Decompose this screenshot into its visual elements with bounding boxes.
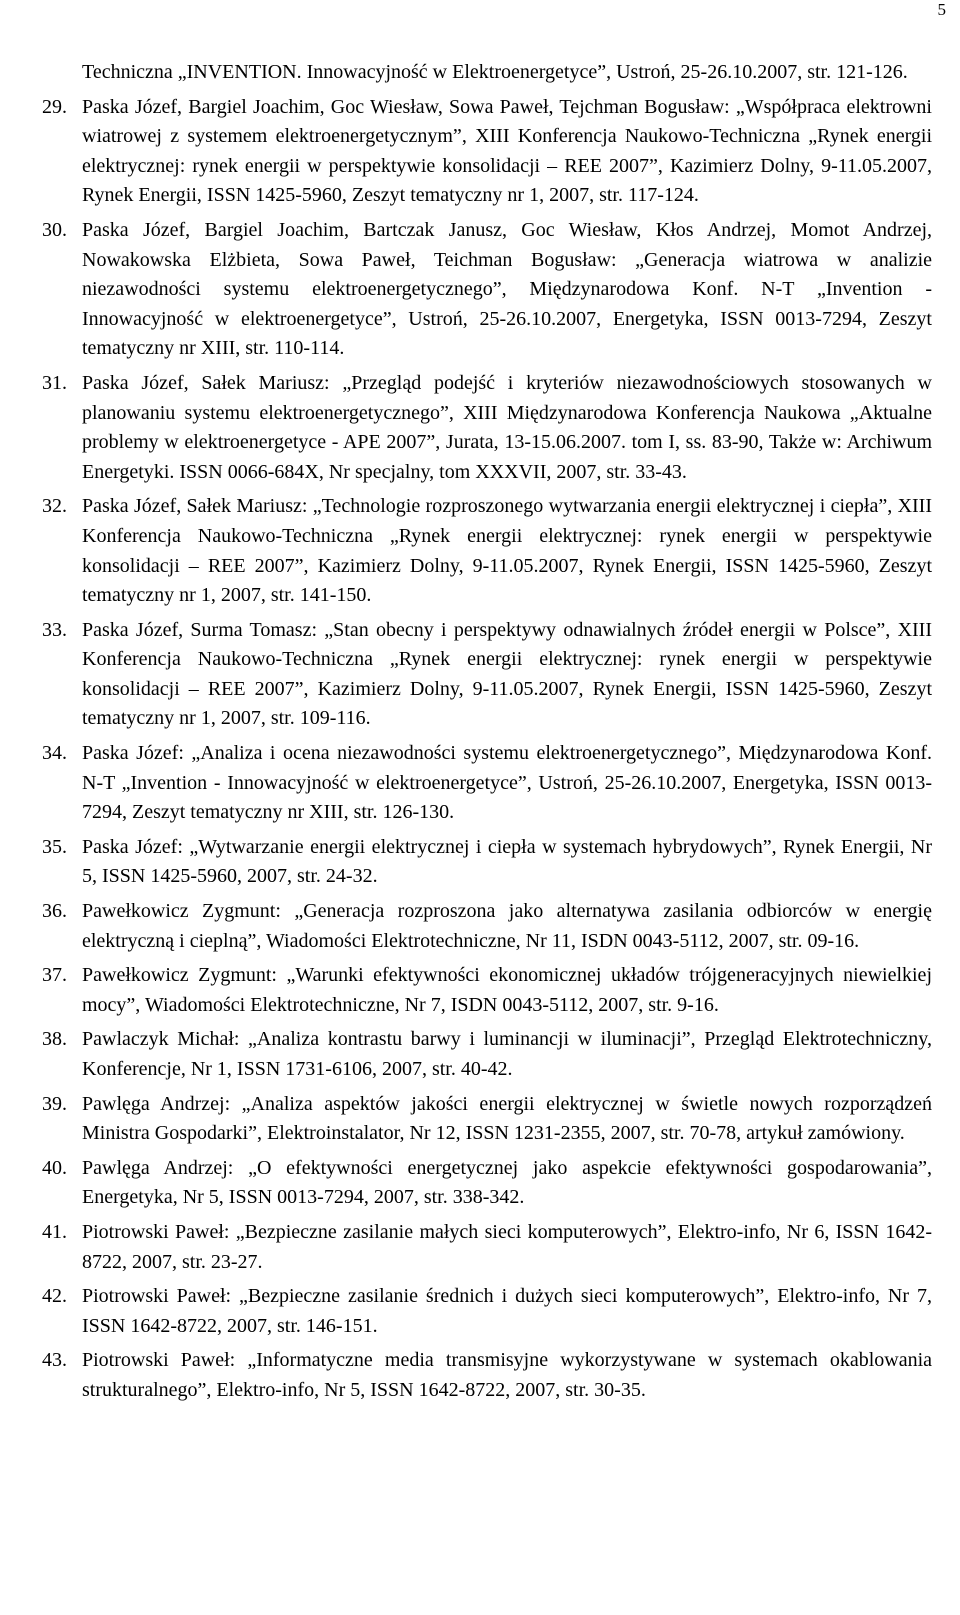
item-text: Paska Józef, Surma Tomasz: „Stan obecny i perspektywy odnawialnych źródeł energii w Polsce”, XIII Konferencja Naukowo-Techniczna „Rynek energii elektrycznej: rynek energii w perspektywie konsolidacji – REE 2007”, Kazimierz Dolny, 9-11.05.2007, Rynek Energii, ISSN 1425-5960, Zeszyt tematyczny nr 1, 2007, str. 109-116. bbox=[82, 618, 932, 730]
item-number: 37. bbox=[42, 964, 67, 987]
item-text: Piotrowski Paweł: „Bezpieczne zasilanie średnich i dużych sieci komputerowych”, Elektro-info, Nr 7, ISSN 1642-8722, 2007, str. 146-151. bbox=[82, 1285, 932, 1337]
item-number: 35. bbox=[42, 835, 67, 858]
item-text: Paska Józef, Bargiel Joachim, Bartczak Janusz, Goc Wiesław, Kłos Andrzej, Momot Andrzej, Nowakowska Elżbieta, Sowa Paweł, Teichman Bogusław: „Generacja wiatrowa w analizie niezawodności systemu elektroenergetycznego”, Międzynarodowa Konf. N-T „Invention - Innowacyjność w elektroenergetyce”, Ustroń, 25-26.10.2007, Energetyka, ISSN 0013-7294, Zeszyt tematyczny nr XIII, str. 110-114. bbox=[82, 218, 932, 360]
item-text: Pawlęga Andrzej: „O efektywności energetycznej jako aspekcie efektywności gospodarowania”, Energetyka, Nr 5, ISSN 0013-7294, 2007, str. 338-342. bbox=[82, 1156, 932, 1209]
list-item bbox=[42, 1218, 932, 1277]
item-text: Paska Józef, Bargiel Joachim, Goc Wiesław, Sowa Paweł, Tejchman Bogusław: „Współpraca elektrowni wiatrowej z systemem elektroenergetycznym”, XIII Konferencja Naukowo-Techniczna „Rynek energii elektrycznej: rynek energii w perspektywie konsolidacji – REE 2007”, Kazimierz Dolny, 9-11.05.2007, Rynek Energii, ISSN 1425-5960, Zeszyt tematyczny nr 1, 2007, str. 117-124. bbox=[82, 95, 932, 207]
list-item bbox=[42, 897, 932, 956]
item-number: 30. bbox=[42, 218, 67, 241]
list-item bbox=[42, 833, 932, 892]
item-text: Paska Józef, Sałek Mariusz: „Technologie rozproszonego wytwarzania energii elektrycznej i ciepła”, XIII Konferencja Naukowo-Techniczna „Rynek energii elektrycznej: rynek energii w perspektywie konsolidacji – REE 2007”, Kazimierz Dolny, 9-11.05.2007, Rynek Energii, ISSN 1425-5960, Zeszyt tematyczny nr 1, 2007, str. 141-150. bbox=[82, 495, 932, 607]
list-item bbox=[42, 1090, 932, 1149]
item-text: Pawlaczyk Michał: „Analiza kontrastu barwy i luminancji w iluminacji”, Przegląd Elektrotechniczny, Konferencje, Nr 1, ISSN 1731-6106, 2007, str. 40-42. bbox=[82, 1028, 932, 1080]
item-number: 34. bbox=[42, 742, 67, 765]
item-text: Paska Józef, Sałek Mariusz: „Przegląd podejść i kryteriów niezawodnościowych stosowanych w planowaniu systemu elektroenergetycznego”, XIII Międzynarodowa Konferencja Naukowa „Aktualne problemy w elektroenergetyce - APE 2007”, Jurata, 13-15.06.2007. tom I, ss. 83-90, Także w: Archiwum Energetyki. ISSN 0066-684X, Nr specjalny, tom XXXVII, 2007, str. 33-43. bbox=[82, 371, 932, 483]
list-item bbox=[42, 1154, 932, 1213]
list-item bbox=[42, 961, 932, 1020]
item-text: Paska Józef: „Wytwarzanie energii elektrycznej i ciepła w systemach hybrydowych”, Rynek Energii, Nr 5, ISSN 1425-5960, 2007, str. 24-32. bbox=[82, 835, 932, 888]
item-number: 39. bbox=[42, 1092, 67, 1115]
item-number: 36. bbox=[42, 900, 67, 923]
item-number: 42. bbox=[42, 1285, 67, 1308]
list-item bbox=[42, 58, 932, 88]
item-text: Pawełkowicz Zygmunt: „Warunki efektywności ekonomicznej układów trójgeneracyjnych niewielkiej mocy”, Wiadomości Elektrotechniczne, Nr 7, ISDN 0043-5112, 2007, str. 9-16. bbox=[82, 964, 932, 1016]
list-item bbox=[42, 216, 932, 364]
item-text: Pawełkowicz Zygmunt: „Generacja rozproszona jako alternatywa zasilania odbiorców w energię elektryczną i cieplną”, Wiadomości Elektrotechniczne, Nr 11, ISDN 0043-5112, 2007, str. 09-16. bbox=[82, 900, 932, 952]
list-item bbox=[42, 616, 932, 734]
bibliography-list bbox=[42, 58, 932, 1406]
item-number: 43. bbox=[42, 1349, 67, 1372]
list-item bbox=[42, 1346, 932, 1405]
item-number: 33. bbox=[42, 618, 67, 641]
item-number: 38. bbox=[42, 1028, 67, 1051]
page-number: 5 bbox=[937, 0, 946, 19]
list-item bbox=[42, 492, 932, 610]
list-item bbox=[42, 1025, 932, 1084]
item-text: Techniczna „INVENTION. Innowacyjność w Elektroenergetyce”, Ustroń, 25-26.10.2007, str. 121-126. bbox=[82, 61, 908, 83]
item-number: 41. bbox=[42, 1220, 67, 1243]
item-number: 40. bbox=[42, 1156, 67, 1179]
list-item bbox=[42, 1282, 932, 1341]
item-text: Piotrowski Paweł: „Informatyczne media transmisyjne wykorzystywane w systemach okablowania strukturalnego”, Elektro-info, Nr 5, ISSN 1642-8722, 2007, str. 30-35. bbox=[82, 1349, 932, 1401]
list-item bbox=[42, 739, 932, 828]
list-item bbox=[42, 93, 932, 211]
item-number: 31. bbox=[42, 371, 67, 394]
item-text: Paska Józef: „Analiza i ocena niezawodności systemu elektroenergetycznego”, Międzynarodowa Konf. N-T „Invention - Innowacyjność w elektroenergetyce”, Ustroń, 25-26.10.2007, Energetyka, ISSN 0013-7294, Zeszyt tematyczny nr XIII, str. 126-130. bbox=[82, 742, 932, 824]
item-text: Pawlęga Andrzej: „Analiza aspektów jakości energii elektrycznej w świetle nowych rozporządzeń Ministra Gospodarki”, Elektroinstalator, Nr 12, ISSN 1231-2355, 2007, str. 70-78, artykuł zamówiony. bbox=[82, 1092, 932, 1145]
item-number: 32. bbox=[42, 495, 67, 518]
item-number: 29. bbox=[42, 95, 67, 118]
item-text: Piotrowski Paweł: „Bezpieczne zasilanie małych sieci komputerowych”, Elektro-info, Nr 6, ISSN 1642-8722, 2007, str. 23-27. bbox=[82, 1220, 932, 1273]
list-item bbox=[42, 369, 932, 487]
